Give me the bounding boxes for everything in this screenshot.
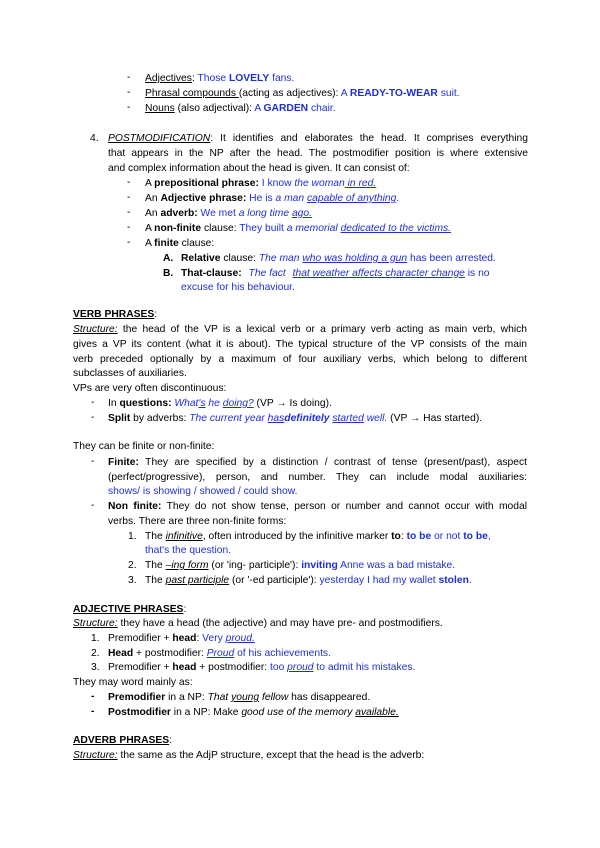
list-number: 2.	[91, 648, 100, 659]
bullet-dash: -	[127, 222, 131, 233]
postmod-item-prepositional: A prepositional phrase: I know the woman in red.	[145, 178, 377, 189]
adjp-item: Head + postmodifier: Proud of his achievements.	[108, 648, 331, 659]
verb-structure-line: verb preceded optionally by a maximum of four auxiliary verbs, which belong to different	[73, 354, 527, 365]
nonfinite-line: Non finite: They do not show tense, person or number and cannot occur with modal	[108, 501, 528, 512]
premod-item-adjectives: Adjectives: Those LOVELY fans.	[145, 73, 295, 84]
verb-phrases-heading: VERB PHRASES:	[73, 309, 158, 320]
bullet-dash: -	[91, 706, 95, 717]
adjp-postmodifier-item: Postmodifier in a NP: Make good use of the memory available.	[108, 707, 399, 718]
list-number: 3.	[91, 662, 100, 673]
postmod-item-adverb: An adverb: We met a long time ago.	[145, 208, 312, 219]
bullet-dash: -	[127, 192, 131, 203]
list-number: 1.	[91, 633, 100, 644]
list-number: 3.	[128, 575, 137, 586]
bullet-dash: -	[91, 397, 95, 408]
bullet-dash: -	[91, 412, 95, 423]
list-number: 2.	[128, 560, 137, 571]
bullet-dash: -	[91, 500, 95, 511]
verb-structure-line: gives a VP its content (what it is about). The typical structure of the VP consists of the main	[73, 339, 527, 350]
premod-item-phrasal: Phrasal compounds (acting as adjectives): A READY-TO-WEAR suit.	[145, 88, 460, 99]
advp-structure: Structure: the same as the AdjP structure, except that the head is the adverb:	[73, 750, 425, 761]
bullet-dash: -	[127, 237, 131, 248]
bullet-dash: -	[127, 207, 131, 218]
premod-item-nouns: Nouns (also adjectival): A GARDEN chair.	[145, 103, 336, 114]
finite-line: Finite: They are specified by a distinction / contrast of tense (present/past), aspect	[108, 457, 527, 468]
bullet-dash: -	[91, 456, 95, 467]
adjp-premodifier-item: Premodifier in a NP: That young fellow has disappeared.	[108, 692, 371, 703]
vp-discontinuous: VPs are very often discontinuous:	[73, 383, 227, 394]
postmod-intro-line: that appears in the NP after the head. The postmodifier position is where extensive	[108, 148, 528, 159]
finite-examples: shows/ is showing / showed / could show.	[108, 486, 298, 497]
finite-relative-clause: Relative clause: The man who was holding a gun has been arrested.	[181, 253, 496, 264]
finite-that-clause-cont: excuse for his behaviour.	[181, 282, 295, 293]
nonfinite-form-participle: The past participle (or '-ed participle'): yesterday I had my wallet stolen.	[145, 575, 472, 586]
postmod-item-nonfinite: A non-finite clause: They built a memorial dedicated to the victims.	[145, 223, 452, 234]
vp-questions-item: In questions: What's he doing? (VP → Is doing).	[108, 398, 332, 409]
bullet-dash: -	[127, 177, 131, 188]
sub-letter: A.	[163, 253, 174, 264]
nonfinite-form-ing: The –ing form (or 'ing- participle'): inviting Anne was a bad mistake.	[145, 560, 456, 571]
verb-structure-line: subclasses of auxiliaries.	[73, 368, 187, 379]
finite-intro: They can be finite or non-finite:	[73, 441, 215, 452]
vp-split-item: Split by adverbs: The current year hasdefinitely started well. (VP → Has started).	[108, 413, 483, 424]
bullet-dash: -	[127, 102, 131, 113]
list-number: 1.	[128, 531, 137, 542]
adjp-structure: Structure: they have a head (the adjective) and may have pre- and postmodifiers.	[73, 618, 443, 629]
nonfinite-form-infinitive-cont: that's the question.	[145, 545, 232, 556]
postmod-intro-line: and complex information about the head is given. It can consist of:	[108, 163, 410, 174]
adjective-phrases-heading: ADJECTIVE PHRASES:	[73, 604, 187, 615]
verb-structure-line: Structure: the head of the VP is a lexical verb or a primary verb acting as main verb, which	[73, 324, 527, 335]
bullet-dash: -	[127, 72, 131, 83]
finite-that-clause: That-clause: The fact that weather affects character change is no	[181, 268, 490, 279]
sub-letter: B.	[163, 268, 174, 279]
postmod-item-finite: A finite clause:	[145, 238, 215, 249]
adjp-word-mainly: They may word mainly as:	[73, 677, 193, 688]
nonfinite-line: verbs. There are three non-finite forms:	[108, 516, 287, 527]
finite-line: (perfect/progressive), person, and number. They can include modal auxiliaries:	[108, 472, 527, 483]
list-number: 4.	[90, 133, 99, 144]
adverb-phrases-heading: ADVERB PHRASES:	[73, 735, 172, 746]
postmod-item-adjective-phrase: An Adjective phrase: He is a man capable of anything.	[145, 193, 400, 204]
nonfinite-form-infinitive: The infinitive, often introduced by the infinitive marker to: to be or not to be,	[145, 531, 491, 542]
postmod-intro-line: POSTMODIFICATION: It identifies and elaborates the head. It comprises everything	[108, 133, 528, 144]
adjp-item: Premodifier + head + postmodifier: too proud to admit his mistakes.	[108, 662, 416, 673]
bullet-dash: -	[127, 87, 131, 98]
adjp-item: Premodifier + head: Very proud.	[108, 633, 255, 644]
bullet-dash: -	[91, 691, 95, 702]
